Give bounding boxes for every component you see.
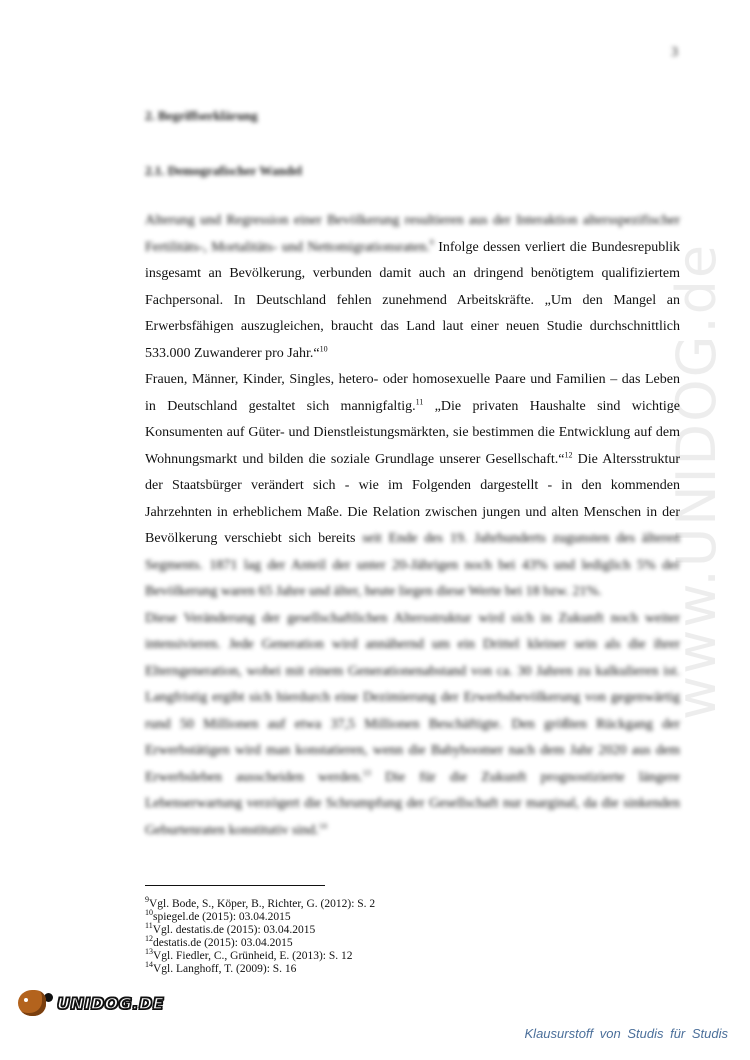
footnote-ref: 14 — [318, 820, 327, 830]
footnote-item: $^{13}$Vgl. Fiedler, C., Grünheid, E. (2013): S. 12 — [145, 947, 353, 962]
blurred-text: Diese Veränderung der gesellschaftlichen Altersstruktur wird sich in Zukunft noch weiter intensivieren. Jede Generation wird annähernd um ein Drittel kleiner sein als die ihrer Elterngeneration, wobei mit einem Generationenabstand von ca. 30 Jahren zu kalkulieren ist. Langfristig ergibt sich hierdurch eine Dezimierung der Erwerbsbevölkerung von gegenwärtig rund 50 Millionen auf etwa 37,5 Millionen Beschäftigte. Den größten Rückgang der Erwerbstätigen wird man konstatieren, wenn die Babyboomer nach dem Jahr 2020 aus dem Erwerbsleben ausscheiden werden. — [145, 610, 680, 785]
footnote-item: $^{11}$Vgl. destatis.de (2015): 03.04.2015 — [145, 921, 316, 936]
blurred-text: Die für die Zukunft prognostizierte längere Lebenserwartung verzögert die Schrumpfung der Gesellschaft nur marginal, da die sinkenden Geburtenraten konstitutiv sind. — [145, 769, 680, 838]
logo-text: UNIDOG.DE — [57, 993, 165, 1013]
paragraph-1 — [145, 208, 680, 367]
tagline: Klausurstoff von Studis für Studis — [524, 1026, 728, 1041]
paragraph-text: „Die privaten Haushalte sind wichtige Konsumenten auf Güter- und Dienstleistungsmärkten, sie bestimmen die Entwicklung auf dem Wohnungsmarkt und bilden die soziale Grundlage unserer Gesellschaft.“ — [145, 398, 681, 467]
footnote-ref: 12 — [564, 449, 573, 459]
footnote-item: $^{12}$destatis.de (2015): 03.04.2015 — [145, 934, 293, 949]
footnote-ref: 13 — [362, 767, 371, 777]
page-number: 3 — [671, 45, 678, 60]
dog-icon — [18, 990, 46, 1016]
footnote-item: $^{10}$spiegel.de (2015): 03.04.2015 — [145, 908, 291, 923]
paragraph-text: Die Altersstruktur der Staatsbürger verändert sich - wie im Folgenden dargestellt - in den kommenden Jahrzehnten in erheblichem Maße. Die Relation zwischen jungen und alten Menschen in der Bevölkerung verschiebt sich bereits — [145, 451, 680, 546]
unidog-logo — [18, 990, 164, 1016]
subsection-heading: 2.1. Demografischer Wandel — [145, 163, 302, 178]
blurred-text: seit Ende des 19. Jahrhunderts zugunsten des älteren Segments. 1871 lag der Anteil der unter 20-Jährigen noch bei 43% und lediglich 5% der Bevölkerung waren 65 Jahre und älter, heute liegen diese Werte bei 18 bzw. 21%. — [145, 531, 681, 599]
section-heading: 2. Begriffserklärung — [145, 108, 258, 123]
footnote-separator — [145, 885, 325, 886]
body-text — [145, 208, 680, 844]
footnotes — [145, 895, 376, 976]
footnote-item: $^9$Vgl. Bode, S., Köper, B., Richter, G. (2012): S. 2 — [145, 895, 376, 910]
paragraph-text: Infolge dessen verliert die Bundesrepublik insgesamt an Bevölkerung, verbunden damit auch an dringend benötigtem qualifiziertem Fachpersonal. In Deutschland fehlen zunehmend Arbeitskräfte. „Um den Mangel an Erwerbsfähigen auszugleichen, braucht das Land laut einer neuen Studie durchschnittlich 533.000 Zuwanderer pro Jahr.“ — [145, 239, 680, 361]
footnote-ref: 10 — [319, 343, 328, 353]
watermark: www.UNIDOG.de — [665, 242, 728, 720]
paragraph-2 — [145, 367, 680, 606]
footnote-item: $^{14}$Vgl. Langhoff, T. (2009): S. 16 — [145, 960, 297, 975]
footnote-ref: 11 — [415, 396, 424, 406]
paragraph-text: Frauen, Männer, Kinder, Singles, hetero- oder homosexuelle Paare und Familien – das Leben in Deutschland gestaltet sich mannigfaltig. — [145, 372, 680, 414]
blurred-text: Alterung und Regression einer Bevölkerung resultieren aus der Interaktion altersspezifischer Fertilitäts-, Mortalitäts- und Nettomigrationsraten. — [145, 213, 680, 255]
paragraph-3 — [145, 606, 680, 845]
footnote-ref: 9 — [429, 237, 434, 247]
